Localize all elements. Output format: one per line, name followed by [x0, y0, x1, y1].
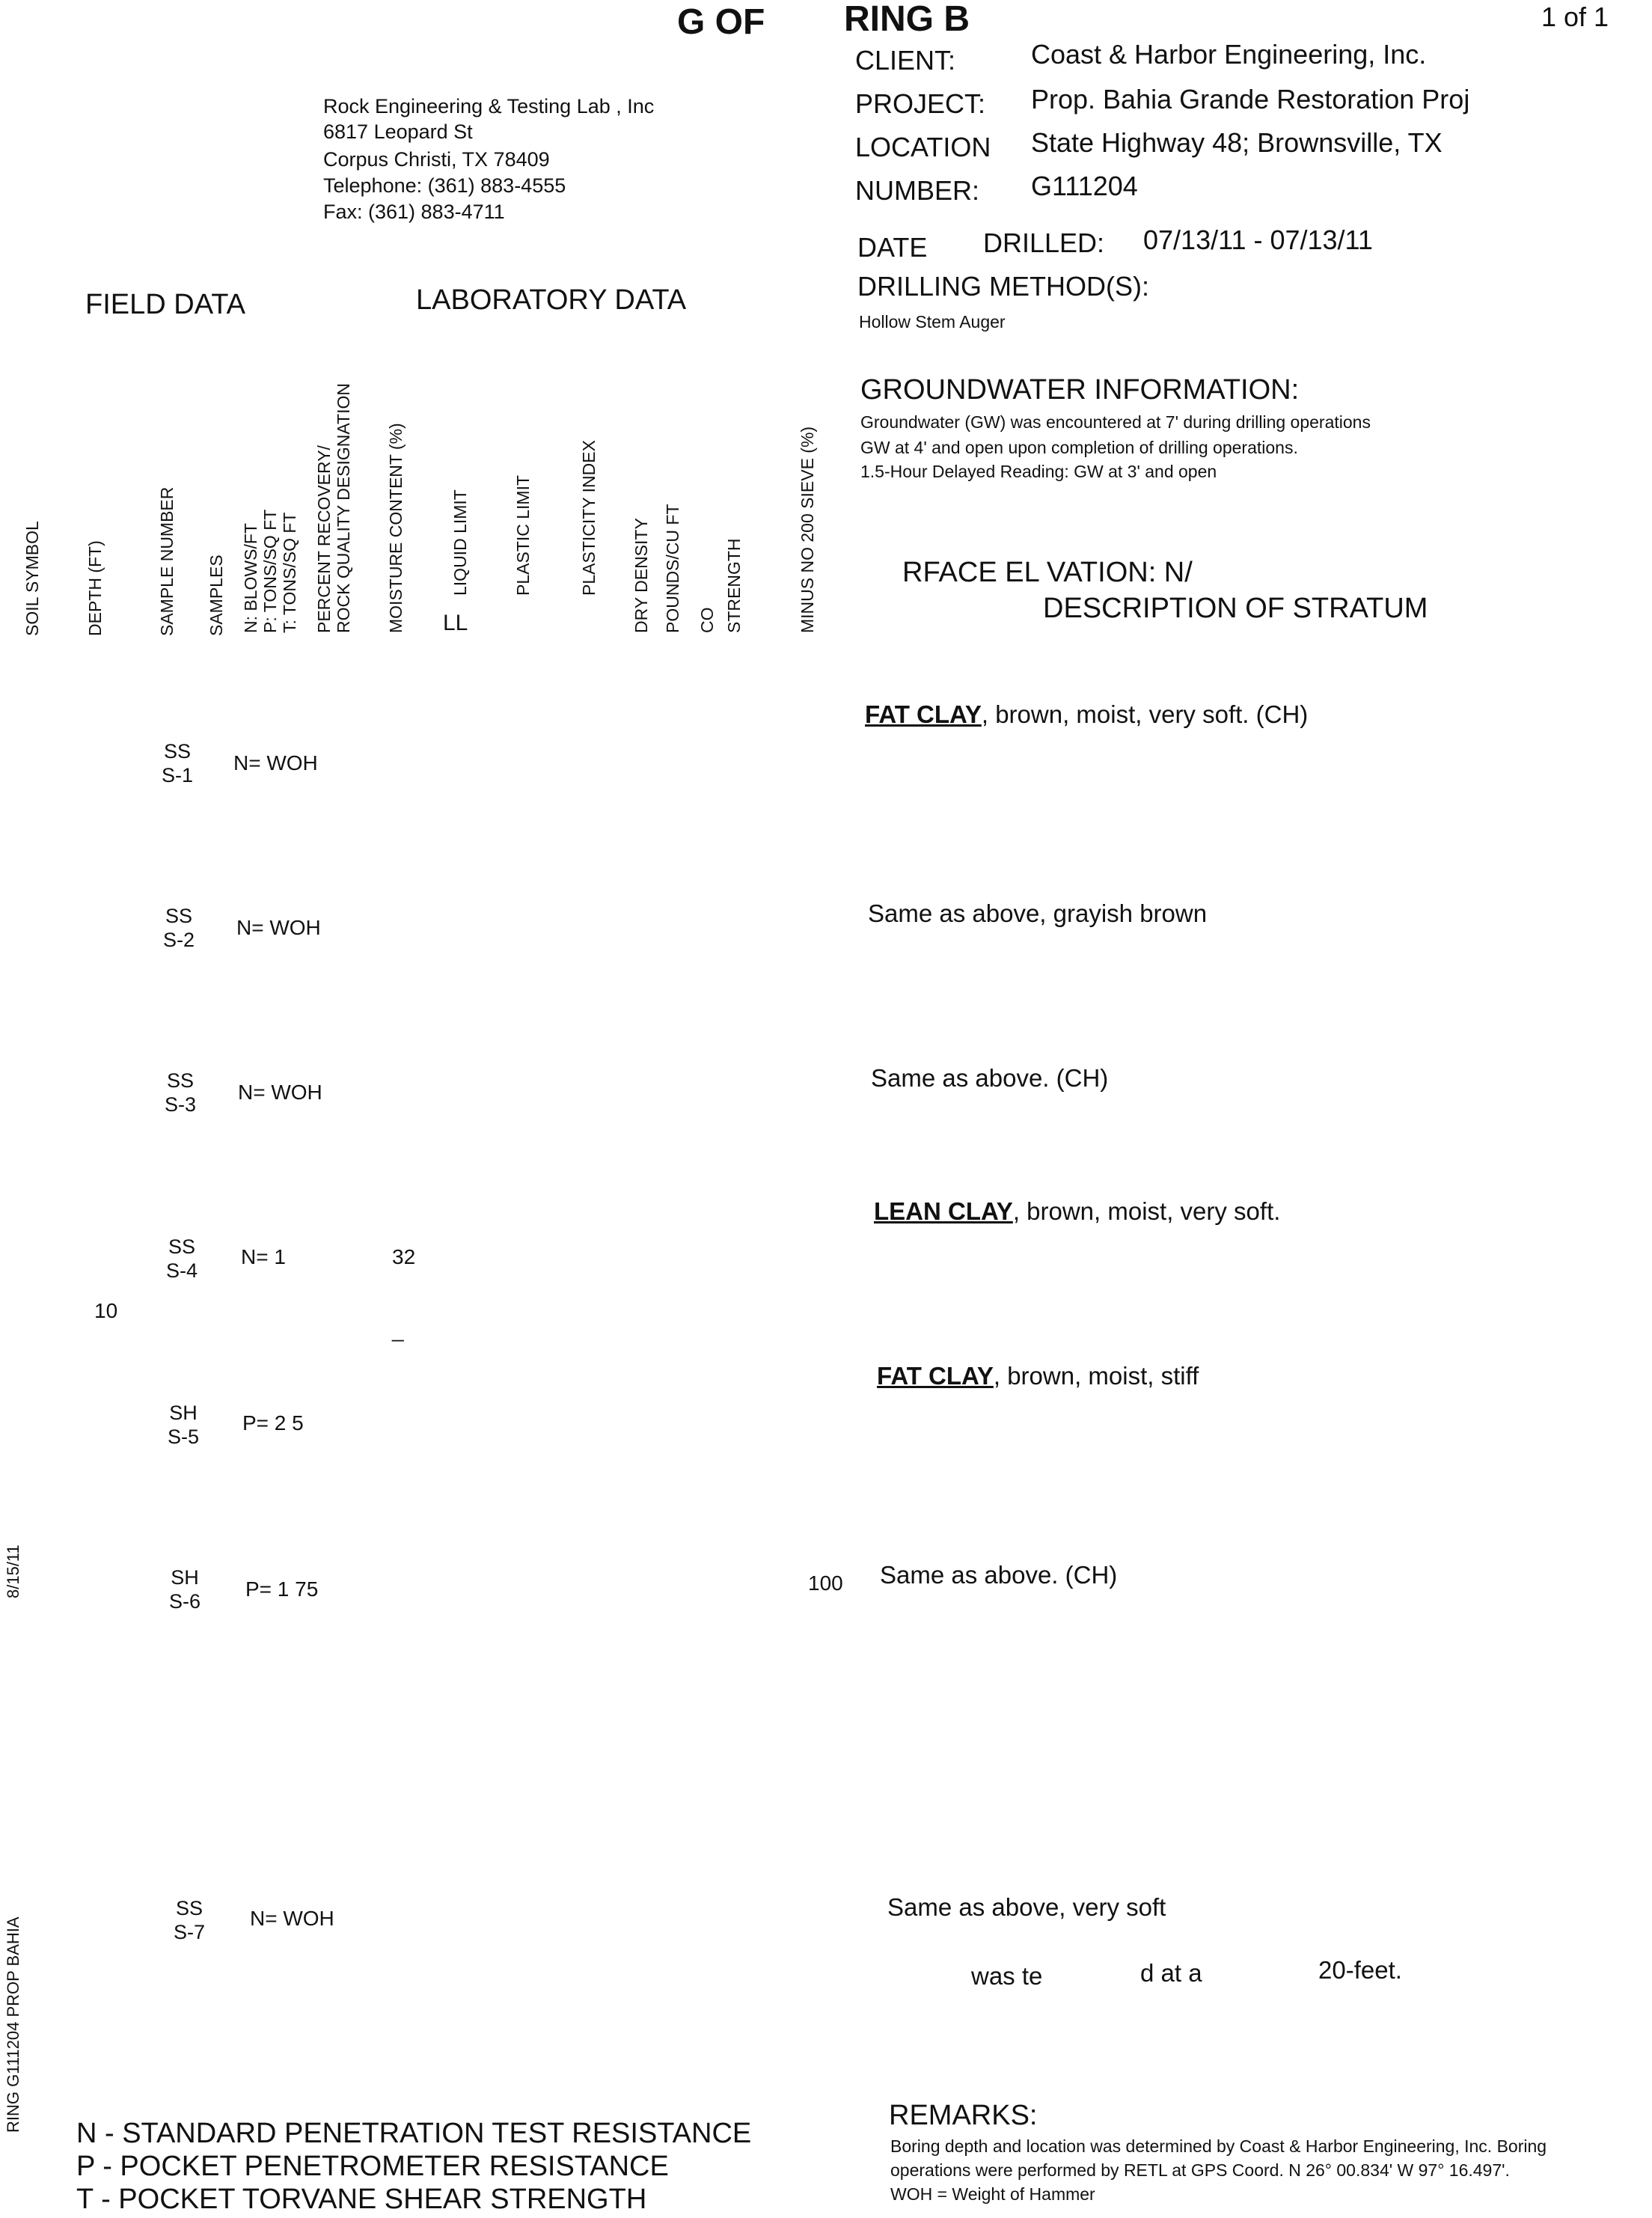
company-fax: Fax: (361) 883-4711 [323, 201, 505, 223]
drilled-label: DRILLED: [983, 227, 1105, 258]
sample-id: S-1 [161, 764, 194, 786]
col-pounds-cu-ft: POUNDS/CU FT [663, 504, 682, 633]
sample-id: S-7 [173, 1921, 206, 1943]
col-percent-recovery: PERCENT RECOVERY/ [314, 445, 334, 633]
title-left: G OF [677, 2, 765, 42]
col-moisture: MOISTURE CONTENT (%) [386, 423, 406, 633]
company-phone: Telephone: (361) 883-4555 [323, 174, 566, 197]
description-2 [868, 899, 1207, 928]
col-liquid-limit: LIQUID LIMIT [450, 489, 470, 596]
location-value: State Highway 48; Brownsville, TX [1031, 127, 1443, 158]
project-label: PROJECT: [855, 88, 986, 119]
description-text: Same as above, very soft [887, 1893, 1166, 1921]
remarks-line2: operations were performed by RETL at GPS Coord. N 26° 00.834' W 97° 16.497'. [890, 2160, 1510, 2180]
number-value: G111204 [1031, 171, 1138, 201]
description-4 [874, 1197, 1280, 1226]
sample-id: S-3 [164, 1093, 197, 1116]
sample-type: SH [171, 1566, 199, 1589]
sample-6-minus200: 100 [808, 1571, 843, 1595]
legend-p: P - POCKET PENETROMETER RESISTANCE [76, 2151, 669, 2182]
remarks-title: REMARKS: [889, 2100, 1038, 2131]
sample-7-field: N= WOH [250, 1907, 334, 1930]
col-soil-symbol: SOIL SYMBOL [22, 521, 42, 636]
stratum-title: DESCRIPTION OF STRATUM [1043, 593, 1428, 624]
sample-type: SH [169, 1402, 198, 1424]
description-text: Same as above, grayish brown [868, 899, 1208, 927]
termination-part3: 20-feet. [1318, 1956, 1402, 1984]
sample-4 [156, 1235, 208, 1283]
legend-n: N - STANDARD PENETRATION TEST RESISTANCE [76, 2118, 752, 2149]
sample-3-field: N= WOH [238, 1081, 322, 1104]
number-label: NUMBER: [855, 175, 980, 206]
sample-4-field: N= 1 [241, 1245, 286, 1268]
sample-id: S-6 [168, 1590, 201, 1613]
sample-2-field: N= WOH [236, 916, 321, 939]
description-3 [871, 1064, 1108, 1093]
sample-type: SS [163, 740, 192, 763]
description-1 [865, 700, 1308, 729]
date-label: DATE [857, 232, 928, 263]
sample-6-field: P= 1 75 [245, 1577, 319, 1601]
col-rqd: ROCK QUALITY DESIGNATION [334, 383, 353, 633]
sample-type: SS [165, 905, 193, 927]
groundwater-title: GROUNDWATER INFORMATION: [860, 374, 1300, 406]
description-7 [887, 1893, 1166, 1922]
location-label: LOCATION [855, 132, 991, 162]
col-blows-n: N: BLOWS/FT [241, 523, 260, 633]
col-sample-number: SAMPLE NUMBER [157, 486, 177, 636]
description-5 [877, 1362, 1199, 1390]
col-plastic-limit: PLASTIC LIMIT [513, 474, 533, 596]
col-depth: DEPTH (FT) [85, 540, 105, 636]
depth-marker-10: 10 [94, 1299, 118, 1322]
client-value: Coast & Harbor Engineering, Inc. [1031, 39, 1427, 70]
side-date: 8/15/11 [4, 1545, 22, 1598]
sample-id: S-2 [162, 929, 195, 951]
sample-5 [157, 1401, 209, 1449]
sample-4-moisture: 32 [392, 1245, 416, 1268]
description-text: , brown, moist, very soft. (CH) [981, 700, 1309, 728]
groundwater-line3: 1.5-Hour Delayed Reading: GW at 3' and open [860, 462, 1217, 481]
project-value: Prop. Bahia Grande Restoration Proj [1031, 84, 1470, 114]
drilled-value: 07/13/11 - 07/13/11 [1143, 224, 1373, 255]
company-city: Corpus Christi, TX 78409 [323, 148, 550, 171]
moisture-dash: _ [392, 1319, 404, 1342]
sample-type: SS [175, 1897, 204, 1919]
col-co: CO [697, 607, 717, 633]
col-dry-density: DRY DENSITY [631, 518, 651, 633]
soil-name: FAT CLAY [865, 700, 982, 728]
remarks-line3: WOH = Weight of Hammer [890, 2184, 1095, 2204]
method-label: DRILLING METHOD(S): [857, 271, 1150, 302]
sample-id: S-4 [165, 1259, 198, 1282]
description-text: , brown, moist, stiff [993, 1362, 1199, 1390]
client-label: CLIENT: [855, 45, 956, 76]
company-name: Rock Engineering & Testing Lab , Inc [323, 95, 655, 117]
sample-6 [159, 1565, 211, 1613]
sample-id: S-5 [167, 1426, 200, 1448]
col-blows-p: P: TONS/SQ FT [260, 509, 280, 633]
groundwater-line1: Groundwater (GW) was encountered at 7' during drilling operations [860, 412, 1371, 432]
field-data-heading: FIELD DATA [85, 289, 245, 320]
col-samples: SAMPLES [206, 554, 226, 636]
sample-7 [163, 1896, 215, 1944]
description-text: Same as above. (CH) [871, 1064, 1109, 1092]
termination-part1: was te [971, 1962, 1043, 1990]
laboratory-data-heading: LABORATORY DATA [416, 284, 687, 316]
col-blows-t: T: TONS/SQ FT [280, 512, 299, 633]
page-number: 1 of 1 [1541, 1, 1609, 32]
side-file: RING G111204 PROP BAHIA [4, 1916, 22, 2133]
sample-1-field: N= WOH [233, 751, 318, 775]
sample-3 [154, 1069, 206, 1116]
company-street: 6817 Leopard St [323, 120, 473, 143]
sample-type: SS [166, 1069, 195, 1092]
soil-name: LEAN CLAY [874, 1197, 1013, 1225]
sample-5-field: P= 2 5 [242, 1411, 304, 1435]
groundwater-line2: GW at 4' and open upon completion of drilling operations. [860, 438, 1298, 457]
description-text: , brown, moist, very soft. [1012, 1197, 1281, 1225]
sample-2 [153, 904, 205, 952]
title-right: RING B [844, 0, 970, 39]
col-strength: STRENGTH [724, 538, 744, 633]
col-plasticity-index: PLASTICITY INDEX [579, 440, 599, 596]
legend-t: T - POCKET TORVANE SHEAR STRENGTH [76, 2184, 647, 2215]
termination-part2: d at a [1140, 1959, 1202, 1987]
sample-type: SS [168, 1235, 196, 1258]
col-ll: LL [443, 611, 468, 635]
sample-1 [151, 739, 204, 787]
method-value: Hollow Stem Auger [859, 312, 1006, 332]
remarks-line1: Boring depth and location was determined by Coast & Harbor Engineering, Inc. Boring [890, 2136, 1547, 2156]
soil-name: FAT CLAY [877, 1362, 994, 1390]
description-text: Same as above. (CH) [880, 1561, 1118, 1589]
col-minus200: MINUS NO 200 SIEVE (%) [798, 426, 817, 633]
description-6 [880, 1561, 1117, 1589]
surface-elevation: RFACE EL VATION: N/ [902, 557, 1193, 588]
